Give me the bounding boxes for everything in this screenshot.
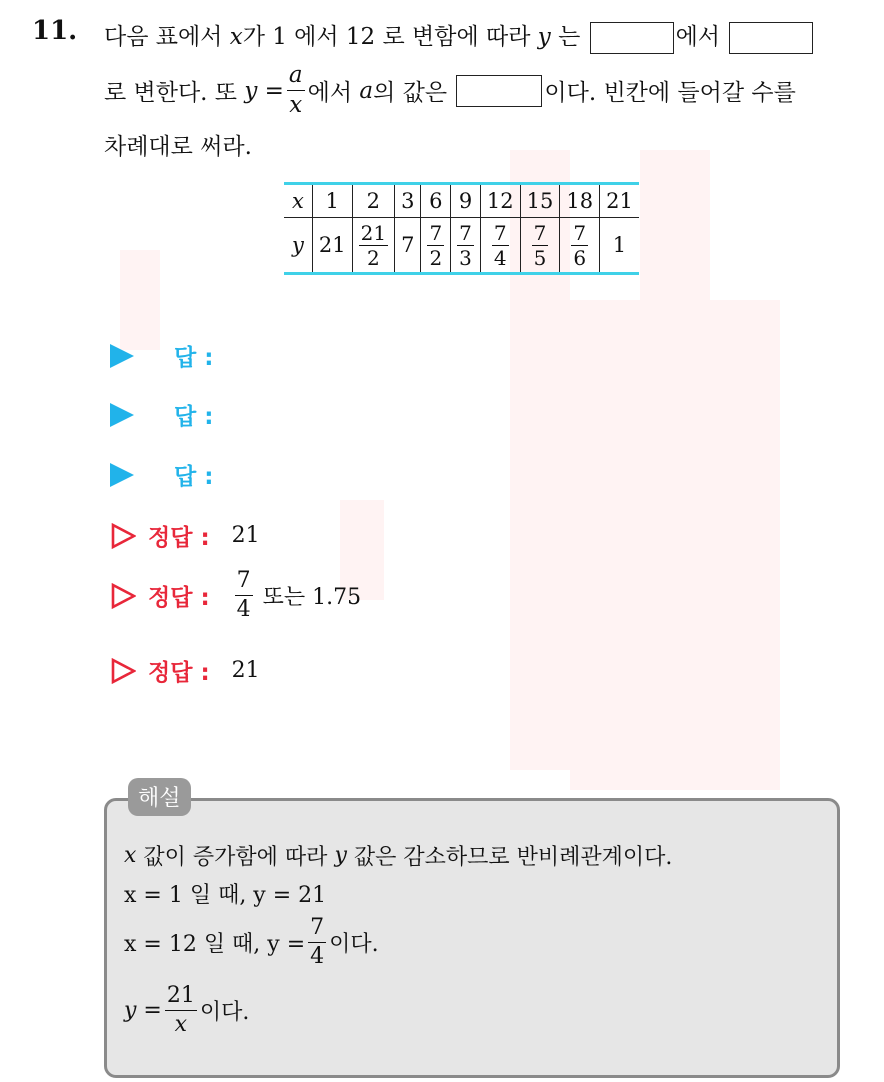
y-value-cell: [560, 218, 600, 274]
answer-label: 답 :: [174, 404, 214, 430]
solution-label: 정답 :: [148, 660, 210, 686]
blank-box-1[interactable]: [590, 22, 674, 54]
blank-box-2[interactable]: [729, 22, 813, 54]
question-line-2: 로 변한다. 또 y = $\frac{a}{x}$ 에서 a 의 값은 이다. 빈칸에 들어갈 수를: [104, 62, 796, 118]
x-value-cell: 12: [480, 184, 520, 218]
x-header: x: [284, 184, 312, 218]
play-triangle-icon: [110, 344, 134, 368]
x-value-cell: 21: [600, 184, 639, 218]
solution-row: [110, 570, 361, 621]
fraction: $\frac{7}{2}$: [429, 220, 443, 270]
x-value-cell: 1: [312, 184, 352, 218]
fraction: $\frac{7}{5}$: [533, 220, 547, 270]
blank-box-3[interactable]: [456, 75, 542, 107]
solution-value: $\frac{7}{4}$ 또는 1.75: [236, 568, 362, 622]
explanation-line-3: x = 12 일 때, y = $\frac{7}{4}$ 이다.: [124, 915, 379, 969]
y-value-cell: [352, 218, 394, 274]
solution-row: [110, 519, 260, 552]
answer-label: 답 :: [174, 464, 214, 490]
explanation-line-1: x 값이 증가함에 따라 y 값은 감소하므로 반비례관계이다.: [124, 843, 673, 870]
question-line-1: 다음 표에서 x가 1 에서 12 로 변함에 따라 y 는 에서: [104, 18, 815, 54]
value-table: [284, 182, 639, 275]
answer-row: [110, 398, 213, 431]
x-value-cell: 9: [451, 184, 481, 218]
question-number: 11.: [32, 16, 78, 46]
answer-row: [110, 339, 213, 372]
x-value-cell: 2: [352, 184, 394, 218]
solution-label: 정답 :: [148, 585, 210, 611]
outline-triangle-icon: [110, 523, 136, 549]
explanation-line-2: x = 1 일 때, y = 21: [124, 883, 327, 908]
outline-triangle-icon: [110, 583, 136, 609]
fraction: $\frac{7}{4}$: [236, 568, 251, 622]
x-value-cell: 6: [421, 184, 451, 218]
y-value-cell: 21: [312, 218, 352, 274]
solution-value: 21: [231, 658, 260, 683]
y-value-cell: 1: [600, 218, 639, 274]
fraction: $\frac{7}{3}$: [459, 220, 472, 270]
solution-row: [110, 654, 260, 687]
y-value-cell: [480, 218, 520, 274]
play-triangle-icon: [110, 463, 134, 487]
y-value-cell: 7: [395, 218, 421, 274]
x-value-cell: 3: [395, 184, 421, 218]
y-header: y: [292, 233, 304, 257]
x-value-cell: 18: [560, 184, 600, 218]
fraction-a-over-x: $\frac{a}{x}$: [288, 62, 303, 118]
fraction: $\frac{7}{6}$: [573, 220, 587, 270]
question-line-3: 차례대로 써라.: [104, 134, 252, 160]
y-value-cell: [421, 218, 451, 274]
explanation-tag: 해설: [128, 778, 191, 816]
x-row: [284, 184, 639, 218]
answer-label: 답 :: [174, 345, 214, 371]
play-triangle-icon: [110, 403, 134, 427]
explanation-line-4: y = $\frac{21}{x}$ 이다.: [124, 983, 250, 1037]
fraction: $\frac{21}{x}$: [166, 983, 195, 1037]
fraction: $\frac{7}{4}$: [493, 220, 507, 270]
solution-label: 정답 :: [148, 525, 210, 551]
y-value-cell: [520, 218, 560, 274]
fraction: $\frac{21}{2}$: [360, 220, 387, 270]
watermark-shape: [120, 250, 160, 350]
y-row: [284, 218, 639, 274]
outline-triangle-icon: [110, 658, 136, 684]
watermark-shape: [640, 150, 710, 510]
fraction: $\frac{7}{4}$: [310, 915, 325, 969]
answer-row: [110, 458, 213, 491]
x-value-cell: 15: [520, 184, 560, 218]
y-value-cell: [451, 218, 481, 274]
solution-value: 21: [231, 523, 260, 548]
